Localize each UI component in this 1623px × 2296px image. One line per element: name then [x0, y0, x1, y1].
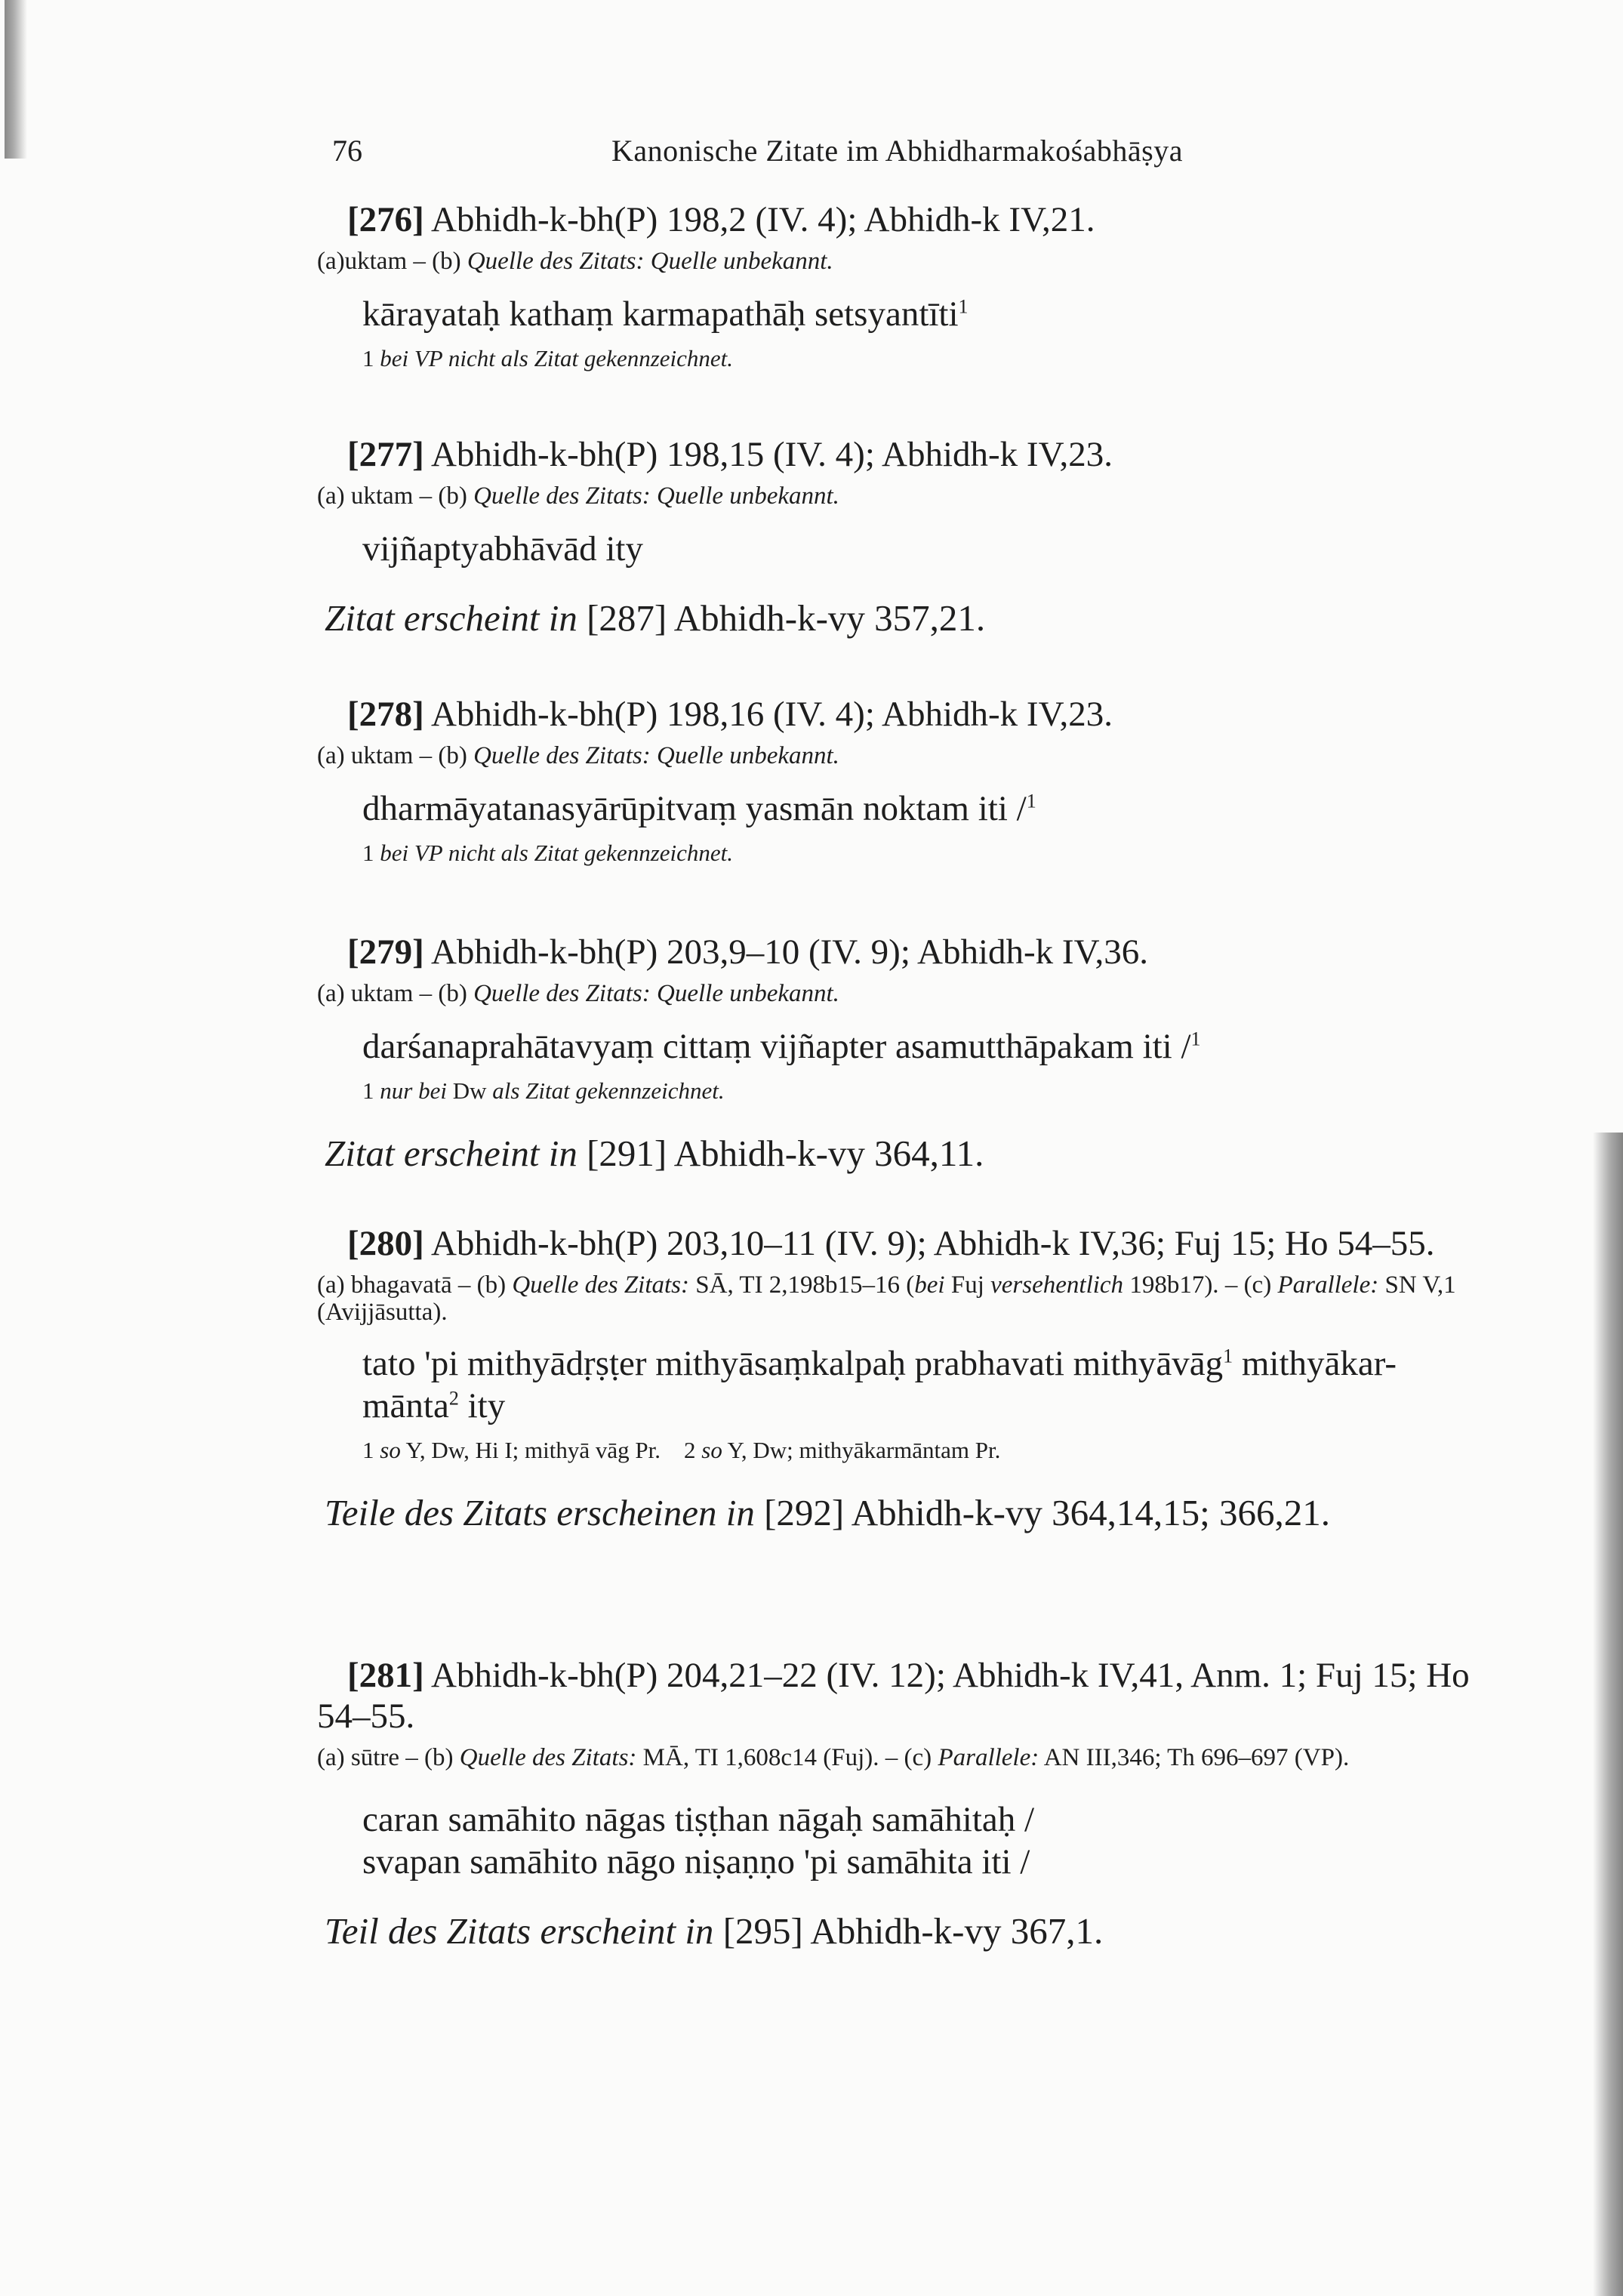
appears-in: Zitat erscheint in [287] Abhidh-k-vy 357,21.	[325, 597, 986, 639]
citation-text: dharmāyatanasyārūpitvaṃ yasmān noktam iti /$^1$	[362, 789, 1036, 828]
entry-279	[317, 930, 1510, 1176]
reference-text: Abhidh-k-bh(P) 198,2 (IV. 4); Abhidh-k IV,21.	[430, 200, 1095, 239]
citation-text: darśanaprahātavyaṃ cittaṃ vijñapter asamutthāpakam iti /$^1$	[362, 1027, 1201, 1066]
entry-277	[317, 433, 1510, 641]
footnote: 1 bei VP nicht als Zitat gekennzeichnet.	[362, 345, 734, 371]
entry-note: (a) bhagavatā – (b) Quelle des Zitats: SĀ, TI 2,198b15–16 (bei Fuj versehentlich 198b17). – (c) Parallele: SN V,1 (Avijjāsutta).	[317, 1271, 1456, 1326]
entry-276	[317, 198, 1510, 373]
entry-number: [276]	[347, 200, 424, 239]
entry-number: [280]	[347, 1224, 424, 1263]
reference-text: Abhidh-k-bh(P) 204,21–22 (IV. 12); Abhidh-k IV,41, Anm. 1; Fuj 15; Ho 54–55.	[317, 1656, 1470, 1736]
citation-text: tato 'pi mithyādṛṣṭer mithyāsaṃkalpaḥ prabhavati mithyāvāg$^1$ mithyākar- mānta$^2$ ity	[362, 1344, 1397, 1425]
appears-in: Zitat erscheint in [291] Abhidh-k-vy 364,11.	[325, 1133, 984, 1174]
page-number: 76	[332, 134, 362, 168]
entry-reference	[347, 198, 1510, 242]
entry-281	[317, 1655, 1510, 1954]
footnote: 1 nur bei Dw als Zitat gekennzeichnet.	[362, 1077, 725, 1104]
footnote: 1 so Y, Dw, Hi I; mithyā vāg Pr. 2 so Y, Dw; mithyākarmāntam Pr.	[362, 1437, 1001, 1463]
citation-text: kārayataḥ kathaṃ karmapathāḥ setsyantīti$^1$	[362, 294, 969, 334]
entry-number: [277]	[347, 435, 424, 474]
running-title: Kanonische Zitate im Abhidharmakośabhāṣya	[611, 134, 1183, 168]
entry-reference	[347, 692, 1510, 736]
footnote: 1 bei VP nicht als Zitat gekennzeichnet.	[362, 840, 734, 866]
reference-text: Abhidh-k-bh(P) 203,10–11 (IV. 9); Abhidh-k IV,36; Fuj 15; Ho 54–55.	[430, 1224, 1435, 1263]
entry-note: (a) sūtre – (b) Quelle des Zitats: MĀ, TI 1,608c14 (Fuj). – (c) Parallele: AN III,346; Th 696–697 (VP).	[317, 1744, 1350, 1771]
entry-reference	[347, 433, 1510, 476]
appears-in: Teil des Zitats erscheint in [295] Abhidh-k-vy 367,1.	[325, 1910, 1104, 1952]
entry-280	[317, 1223, 1510, 1536]
entry-note: (a)uktam – (b) Quelle des Zitats: Quelle unbekannt.	[317, 248, 833, 275]
page-header	[332, 133, 1238, 178]
reference-text: Abhidh-k-bh(P) 203,9–10 (IV. 9); Abhidh-k IV,36.	[430, 932, 1148, 972]
citation-text: caran samāhito nāgas tiṣṭhan nāgaḥ samāhitaḥ / svapan samāhito nāgo niṣaṇṇo 'pi samāhita iti /	[362, 1800, 1035, 1881]
citation-text: vijñaptyabhāvād ity	[362, 529, 643, 569]
entry-number: [278]	[347, 695, 424, 734]
entry-number: [281]	[347, 1656, 424, 1695]
entry-reference	[317, 1655, 1510, 1737]
reference-text: Abhidh-k-bh(P) 198,15 (IV. 4); Abhidh-k IV,23.	[430, 435, 1113, 474]
entry-note: (a) uktam – (b) Quelle des Zitats: Quelle unbekannt.	[317, 980, 839, 1007]
entry-note: (a) uktam – (b) Quelle des Zitats: Quelle unbekannt.	[317, 742, 839, 769]
entry-number: [279]	[347, 932, 424, 972]
scan-edge-right	[1593, 1133, 1623, 2296]
entry-278	[317, 692, 1510, 868]
entry-reference	[347, 930, 1510, 974]
entry-reference	[317, 1223, 1510, 1264]
scan-edge-left	[5, 0, 27, 159]
reference-text: Abhidh-k-bh(P) 198,16 (IV. 4); Abhidh-k IV,23.	[430, 695, 1113, 734]
appears-in: Teile des Zitats erscheinen in [292] Abhidh-k-vy 364,14,15; 366,21.	[325, 1492, 1331, 1533]
entry-note: (a) uktam – (b) Quelle des Zitats: Quelle unbekannt.	[317, 482, 839, 510]
